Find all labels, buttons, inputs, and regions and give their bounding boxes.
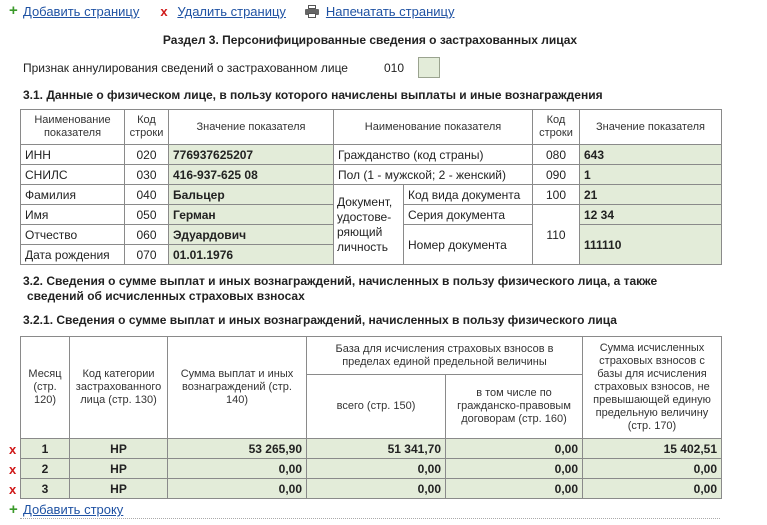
- row-label-citizenship: Гражданство (код страны): [334, 145, 533, 165]
- col-header-total: всего (стр. 150): [307, 375, 446, 439]
- row-code-patronymic: 060: [125, 225, 169, 245]
- contrib-cell[interactable]: 15 402,51: [583, 439, 722, 459]
- category-cell[interactable]: НР: [70, 439, 168, 459]
- total-cell[interactable]: 51 341,70: [307, 439, 446, 459]
- add-row-link[interactable]: Добавить строку: [23, 502, 124, 517]
- delete-page-link[interactable]: Удалить страницу: [177, 3, 286, 19]
- row-label-snils: СНИЛС: [21, 165, 125, 185]
- row-code-snils: 030: [125, 165, 169, 185]
- row-code-doc-number: 110: [533, 205, 580, 265]
- total-cell[interactable]: 0,00: [307, 459, 446, 479]
- plus-icon: +: [9, 2, 18, 19]
- delete-row-icon[interactable]: x: [9, 462, 17, 477]
- col-header-name: Наименование показателя: [21, 110, 125, 145]
- col-header-name-2: Наименование показателя: [334, 110, 533, 145]
- month-cell[interactable]: 1: [21, 439, 70, 459]
- category-cell[interactable]: НР: [70, 479, 168, 499]
- add-row-action[interactable]: [9, 502, 123, 517]
- row-code-name: 050: [125, 205, 169, 225]
- section-title: Раздел 3. Персонифицированные сведения о застрахованных лицах: [162, 33, 578, 47]
- row-label-surname: Фамилия: [21, 185, 125, 205]
- civil-cell[interactable]: 0,00: [446, 479, 583, 499]
- row-label-birthdate: Дата рождения: [21, 245, 125, 265]
- patronymic-field[interactable]: Эдуардович: [169, 225, 334, 245]
- row-code-inn: 020: [125, 145, 169, 165]
- col-header-month: Месяц (стр. 120): [21, 337, 70, 439]
- row-label-doc-series: Серия документа: [404, 205, 533, 225]
- doc-group-label: Документ, удостоверяющий личность: [334, 185, 404, 265]
- col-header-value: Значение показателя: [169, 110, 334, 145]
- row-code-birthdate: 070: [125, 245, 169, 265]
- add-page-action[interactable]: [9, 4, 139, 19]
- table-row: [21, 459, 722, 479]
- s32-title: 3.2. Сведения о сумме выплат и иных вознаграждений, начисленных в пользу физического лица, а также: [23, 274, 658, 288]
- print-page-action[interactable]: [305, 4, 455, 19]
- row-code-citizenship: 080: [533, 145, 580, 165]
- total-cell[interactable]: 0,00: [307, 479, 446, 499]
- table-row: [21, 479, 722, 499]
- printer-icon: [305, 5, 319, 18]
- gender-field[interactable]: 1: [580, 165, 722, 185]
- print-page-link[interactable]: Напечатать страницу: [325, 3, 455, 19]
- row-code-surname: 040: [125, 185, 169, 205]
- annul-label: Признак аннулирования сведений о застрахованном лице: [23, 61, 348, 75]
- col-header-value-2: Значение показателя: [580, 110, 722, 145]
- col-header-code: Код строки: [125, 110, 169, 145]
- col-header-civil: в том числе по гражданско-правовым договорам (стр. 160): [446, 375, 583, 439]
- add-page-link[interactable]: Добавить страницу: [23, 3, 140, 19]
- row-label-patronymic: Отчество: [21, 225, 125, 245]
- row-label-gender: Пол (1 - мужской; 2 - женский): [334, 165, 533, 185]
- contrib-cell[interactable]: 0,00: [583, 459, 722, 479]
- delete-page-action[interactable]: [160, 4, 286, 19]
- delete-row-icon[interactable]: x: [9, 482, 17, 497]
- s31-title: 3.1. Данные о физическом лице, в пользу которого начислены выплаты и иные вознаграждения: [23, 88, 603, 102]
- name-field[interactable]: Герман: [169, 205, 334, 225]
- toolbar: [9, 3, 474, 19]
- row-label-name: Имя: [21, 205, 125, 225]
- category-cell[interactable]: НР: [70, 459, 168, 479]
- person-data-table: [20, 109, 722, 265]
- doc-series-field[interactable]: 12 34: [580, 205, 722, 225]
- contrib-cell[interactable]: 0,00: [583, 479, 722, 499]
- row-label-inn: ИНН: [21, 145, 125, 165]
- col-header-sum: Сумма выплат и иных вознаграждений (стр. 140): [168, 337, 307, 439]
- sum-cell[interactable]: 53 265,90: [168, 439, 307, 459]
- col-header-base: База для исчисления страховых взносов в пределах единой предельной величины: [307, 337, 583, 375]
- col-header-category: Код категории застрахованного лица (стр. 130): [70, 337, 168, 439]
- civil-cell[interactable]: 0,00: [446, 439, 583, 459]
- delete-row-icon[interactable]: x: [9, 442, 17, 457]
- col-header-code-2: Код строки: [533, 110, 580, 145]
- doc-number-field[interactable]: 111110: [580, 225, 722, 265]
- snils-field[interactable]: 416-937-625 08: [169, 165, 334, 185]
- row-code-doc-type: 100: [533, 185, 580, 205]
- sum-cell[interactable]: 0,00: [168, 479, 307, 499]
- annul-code: 010: [384, 61, 405, 75]
- month-cell[interactable]: 2: [21, 459, 70, 479]
- sum-cell[interactable]: 0,00: [168, 459, 307, 479]
- row-label-doc-type: Код вида документа: [404, 185, 533, 205]
- payments-table: [20, 336, 722, 499]
- col-header-contrib: Сумма исчисленных страховых взносов с базы для исчисления страховых взносов, не превышающей единую предельную величину (стр. 170): [583, 337, 722, 439]
- delete-icon: x: [160, 3, 168, 19]
- table-row: [21, 439, 722, 459]
- civil-cell[interactable]: 0,00: [446, 459, 583, 479]
- divider: [20, 518, 720, 519]
- s32-title-line2: сведений об исчисленных страховых взносах: [27, 289, 305, 303]
- annul-checkbox[interactable]: [418, 57, 440, 78]
- surname-field[interactable]: Бальцер: [169, 185, 334, 205]
- birthdate-field[interactable]: 01.01.1976: [169, 245, 334, 265]
- inn-field[interactable]: 776937625207: [169, 145, 334, 165]
- doc-type-field[interactable]: 21: [580, 185, 722, 205]
- row-code-gender: 090: [533, 165, 580, 185]
- plus-icon: +: [9, 500, 18, 518]
- s321-title: 3.2.1. Сведения о сумме выплат и иных вознаграждений, начисленных в пользу физического лица: [23, 313, 617, 327]
- citizenship-field[interactable]: 643: [580, 145, 722, 165]
- month-cell[interactable]: 3: [21, 479, 70, 499]
- row-label-doc-number: Номер документа: [404, 225, 533, 265]
